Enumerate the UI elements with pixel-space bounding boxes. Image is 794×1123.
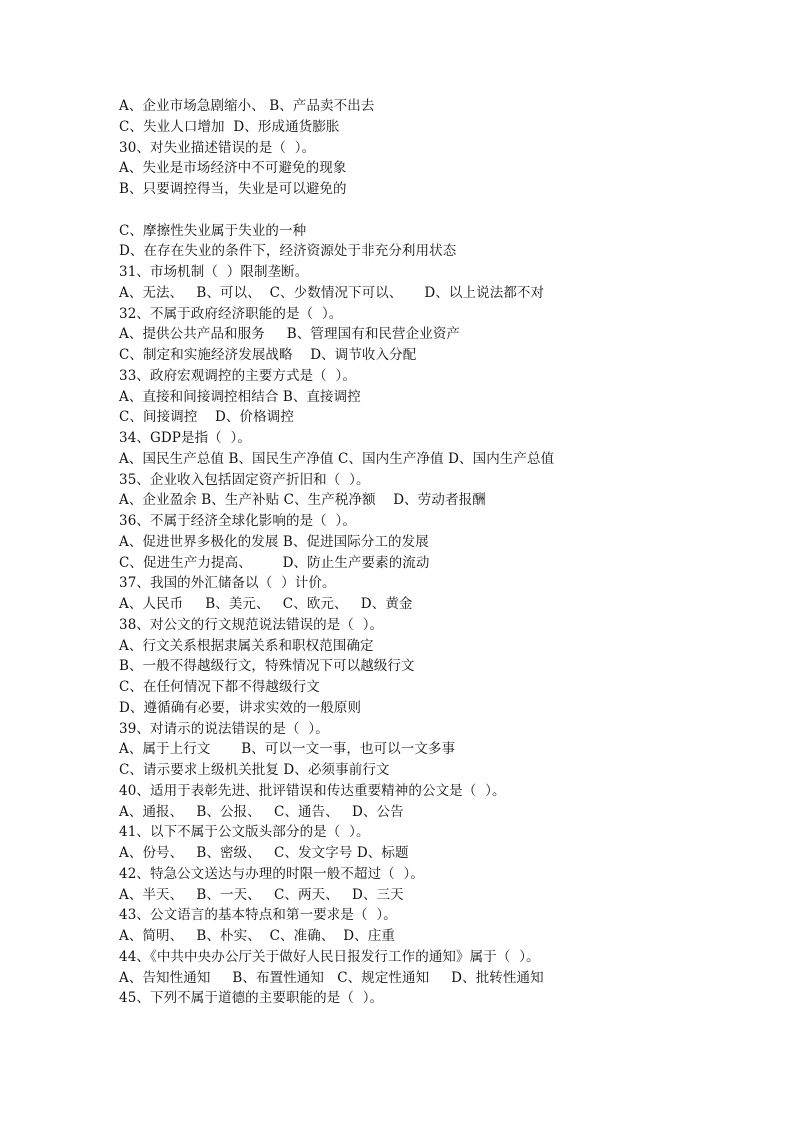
text-line: 45、下列不属于道德的主要职能的是（ ）。 xyxy=(119,990,384,1007)
text-line: 30、对失业描述错误的是（ ）。 xyxy=(119,139,316,156)
text-line: C、在任何情况下都不得越级行文 xyxy=(119,679,320,695)
text-line: A、国民生产总值 B、国民生产净值 C、国内生产净值 D、国内生产总值 xyxy=(119,450,555,467)
text-line: A、失业是市场经济中不可避免的现象 xyxy=(119,160,347,177)
text-line: A、告知性通知 B、布置性通知 C、规定性通知 D、批转性通知 xyxy=(119,969,544,986)
text-line: A、属于上行文 B、可以一文一事，也可以一文多事 xyxy=(119,741,456,758)
text-line: 31、市场机制（ ）限制垄断。 xyxy=(119,264,309,280)
text-line: A、人民币 B、美元、 C、欧元、 D、黄金 xyxy=(119,596,413,612)
text-line: C、制定和实施经济发展战略 D、调节收入分配 xyxy=(119,347,417,363)
text-line: A、提供公共产品和服务 B、管理国有和民营企业资产 xyxy=(119,326,461,343)
text-line: 36、不属于经济全球化影响的是（ ）。 xyxy=(119,513,357,529)
text-line: A、企业市场急剧缩小、 B、产品卖不出去 xyxy=(119,98,375,114)
text-line: 40、适用于表彰先进、批评错误和传达重要精神的公文是（ ）。 xyxy=(119,782,506,799)
text-line: 37、我国的外汇储备以（ ）计价。 xyxy=(119,575,336,592)
text-line: A、无法、 B、可以、 C、少数情况下可以、 D、以上说法都不对 xyxy=(119,284,545,301)
text-line: C、间接调控 D、价格调控 xyxy=(119,409,294,426)
text-line: B、一般不得越级行文，特殊情况下可以越级行文 xyxy=(119,658,415,675)
text-line: 34、GDP是指（ ）。 xyxy=(119,430,252,446)
text-line: A、通报、 B、公报、 C、通告、 D、公告 xyxy=(119,803,404,820)
text-line: A、行文关系根据隶属关系和职权范围确定 xyxy=(119,637,374,654)
blank-line xyxy=(119,200,759,221)
text-line: A、半天、 B、一天、 C、两天、 D、三天 xyxy=(119,886,404,903)
text-line: D、在存在失业的条件下，经济资源处于非充分利用状态 xyxy=(119,243,457,260)
text-line: B、只要调控得当，失业是可以避免的 xyxy=(119,181,347,197)
text-line: 43、公文语言的基本特点和第一要求是（ ）。 xyxy=(119,907,397,924)
text-line: 41、以下不属于公文版头部分的是（ ）。 xyxy=(119,824,370,841)
text-line: A、简明、 B、朴实、 C、准确、 D、庄重 xyxy=(119,928,395,944)
text-line: 39、对请示的说法错误的是（ ）。 xyxy=(119,720,329,737)
text-line: 35、企业收入包括固定资产折旧和（ ）。 xyxy=(119,471,370,488)
text-line: A、直接和间接调控相结合 B、直接调控 xyxy=(119,388,361,405)
text-line: A、企业盈余 B、生产补贴 C、生产税净额 D、劳动者报酬 xyxy=(119,492,486,509)
text-line: A、促进世界多极化的发展 B、促进国际分工的发展 xyxy=(119,533,429,550)
text-line: 33、政府宏观调控的主要方式是（ ）。 xyxy=(119,367,357,384)
text-line: C、摩擦性失业属于失业的一种 xyxy=(119,222,307,239)
text-line: 42、特急公文送达与办理的时限一般不超过（ ）。 xyxy=(119,865,425,882)
text-line: 32、不属于政府经济职能的是（ ）。 xyxy=(119,305,343,322)
text-line: A、份号、 B、密级、 C、发文字号 D、标题 xyxy=(119,845,409,861)
text-line: C、促进生产力提高、 D、防止生产要素的流动 xyxy=(119,554,430,571)
text-line: 38、对公文的行文规范说法错误的是（ ）。 xyxy=(119,616,384,633)
text-line: C、失业人口增加 D、形成通货膨胀 xyxy=(119,118,340,135)
text-line: D、遵循确有必要，讲求实效的一般原则 xyxy=(119,699,362,716)
text-line: 44、《中共中央办公厅关于做好人民日报发行工作的通知》属于（ ）。 xyxy=(119,948,540,965)
text-line: C、请示要求上级机关批复 D、必须事前行文 xyxy=(119,762,390,778)
document-body xyxy=(119,96,759,1009)
